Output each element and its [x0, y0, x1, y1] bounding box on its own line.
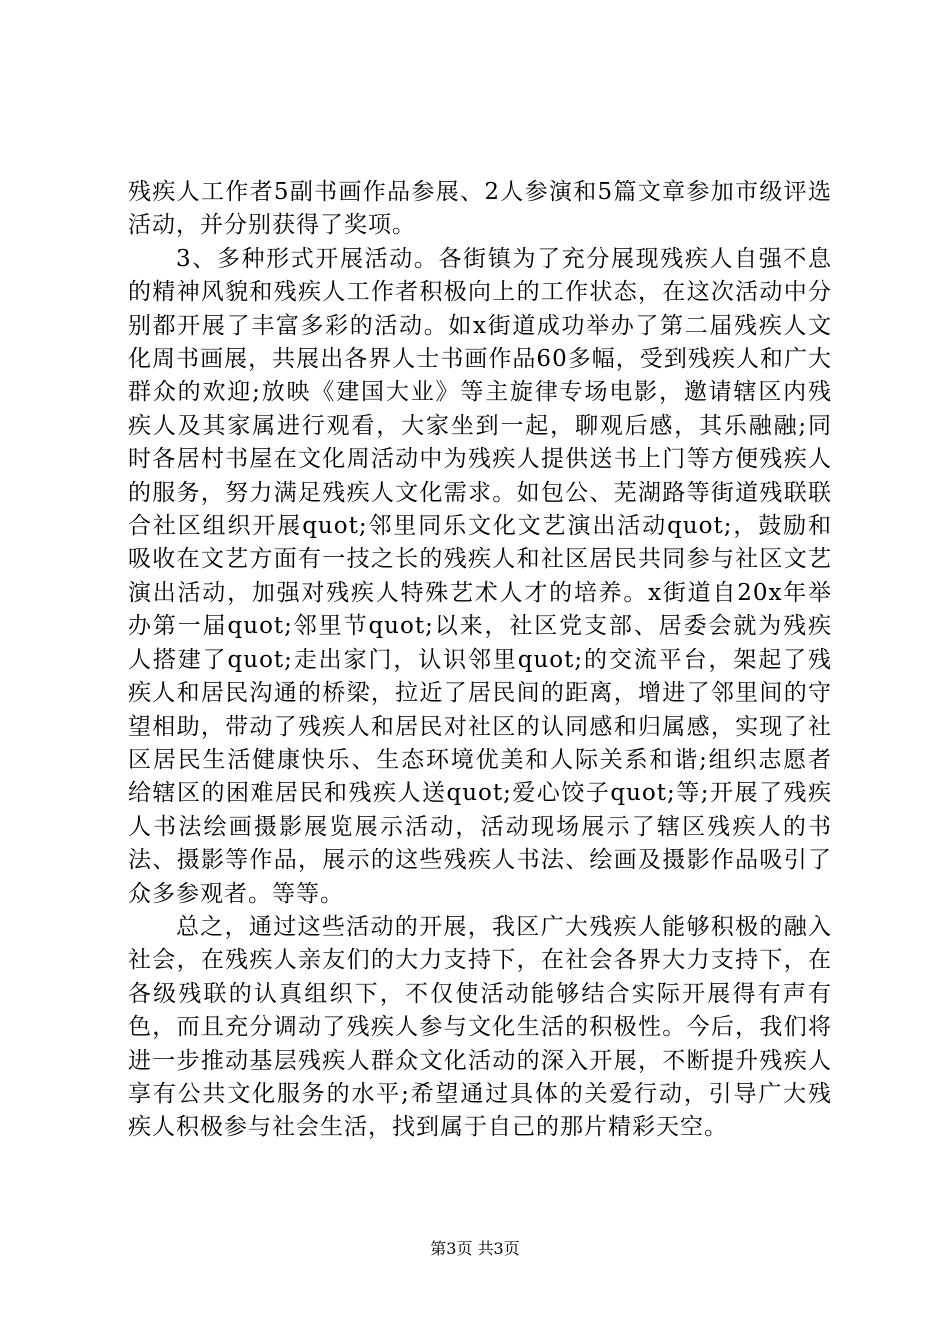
page-footer: 第3页 共3页 — [430, 1239, 520, 1258]
document-body — [128, 176, 832, 1145]
paragraph-conclusion: 总之，通过这些活动的开展，我区广大残疾人能够积极的融入社会，在残疾人亲友们的大力支持下，在社会各界大力支持下，在各级残联的认真组织下，不仅使活动能够结合实际开展得有声有色，而且充分调动了残疾人参与文化生活的积极性。今后，我们将进一步推动基层残疾人群众文化活动的深入开展，不断提升残疾人享有公共文化服务的水平;希望通过具体的关爱行动，引导广大残疾人积极参与社会生活，找到属于自己的那片精彩天空。 — [128, 913, 832, 1141]
paragraph-activities: 3、多种形式开展活动。各街镇为了充分展现残疾人自强不息的精神风貌和残疾人工作者积极向上的工作状态，在这次活动中分别都开展了丰富多彩的活动。如x街道成功举办了第二届残疾人文化周书画展，共展出各界人士书画作品60多幅，受到残疾人和广大群众的欢迎;放映《建国大业》等主旋律专场电影，邀请辖区内残疾人及其家属进行观看，大家坐到一起，聊观后感，其乐融融;同时各居村书屋在文化周活动中为残疾人提供送书上门等方便残疾人的服务，努力满足残疾人文化需求。如包公、芜湖路等街道残联联合社区组织开展quot;邻里同乐文化文艺演出活动quot;，鼓励和吸收在文艺方面有一技之长的残疾人和社区居民共同参与社区文艺演出活动，加强对残疾人特殊艺术人才的培养。x街道自20x年举办第一届quot;邻里节quot;以来，社区党支部、居委会就为残疾人搭建了quot;走出家门，认识邻里quot;的交流平台，架起了残疾人和居民沟通的桥梁，拉近了居民间的距离，增进了邻里间的守望相助，带动了残疾人和居民对社区的认同感和归属感，实现了社区居民生活健康快乐、生态环境优美和人际关系和谐;组织志愿者给辖区的困难居民和残疾人送quot;爱心饺子quot;等;开展了残疾人书法绘画摄影展览展示活动，活动现场展示了辖区残疾人的书法、摄影等作品，展示的这些残疾人书法、绘画及摄影作品吸引了众多参观者。等等。 — [128, 245, 832, 907]
paragraph-continuation: 残疾人工作者5副书画作品参展、2人参演和5篇文章参加市级评选活动，并分别获得了奖项。 — [128, 179, 832, 239]
